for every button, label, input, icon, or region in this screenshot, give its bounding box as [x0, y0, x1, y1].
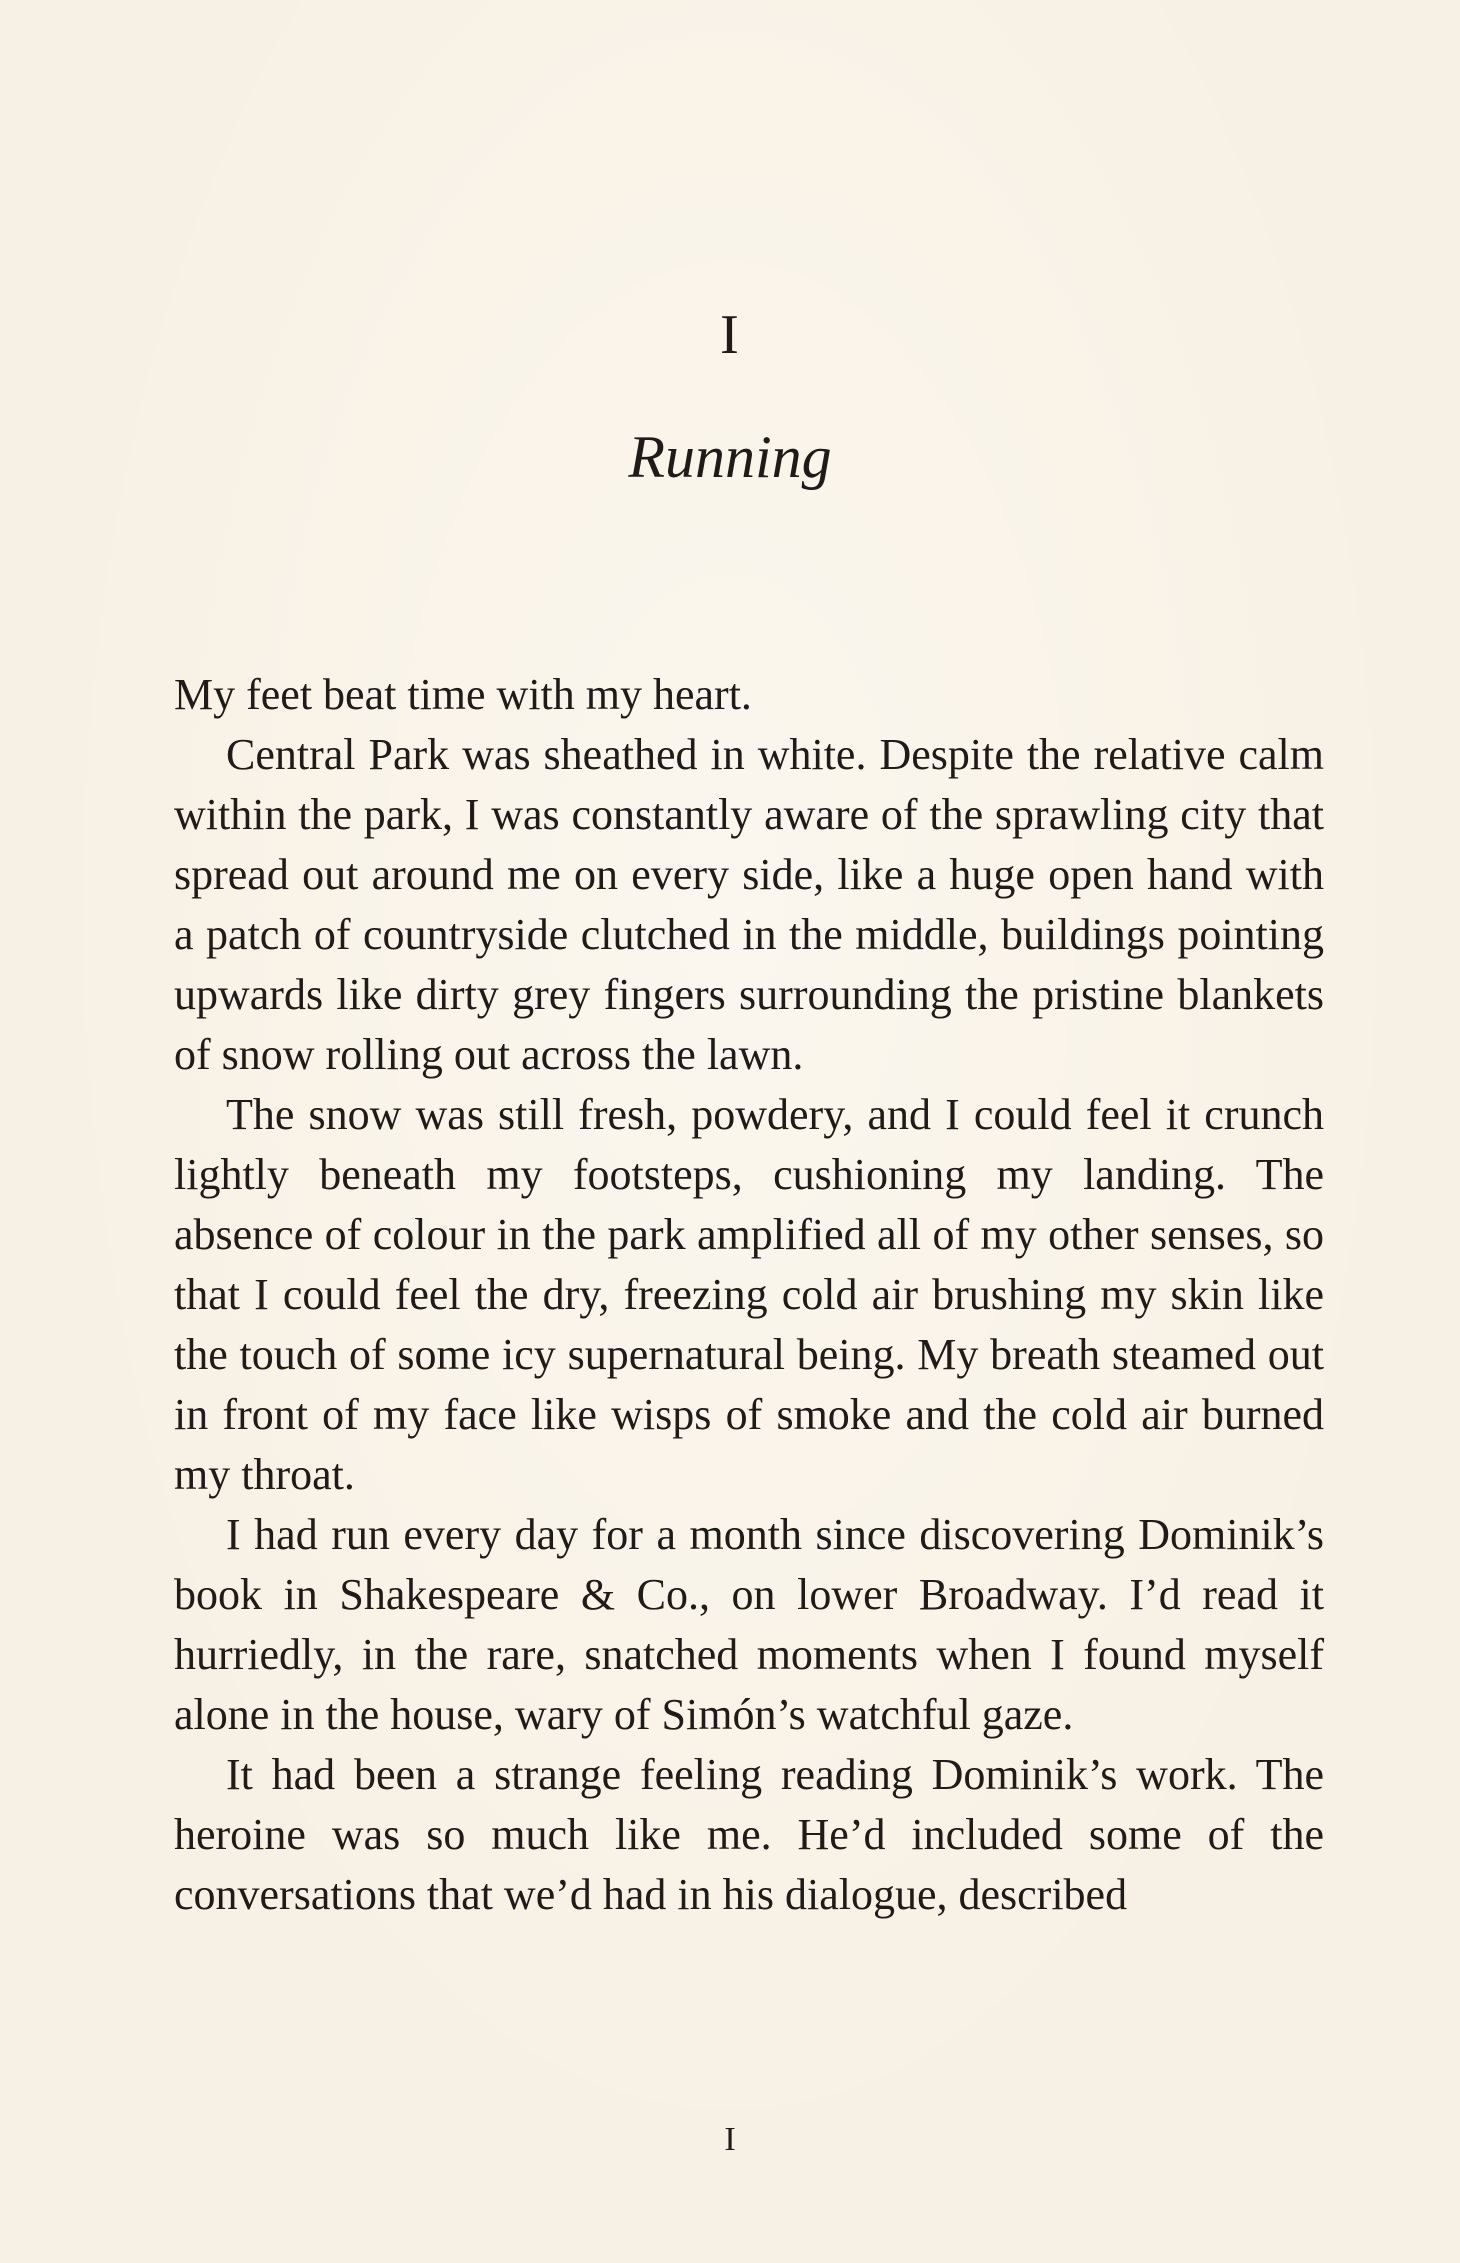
paragraph: The snow was still fresh, powdery, and I could feel it crunch lightly beneath my footsteps, cushioning my landing. The absence of colour in the park amplified all of my other senses, so that I could feel the dry, freezing cold air brushing my skin like the touch of some icy supernatural being. My breath steamed out in front of my face like wisps of smoke and the cold air burned my throat.	[174, 1090, 1324, 1499]
paragraph: It had been a strange feeling reading Dominik’s work. The heroine was so much like me. He’d included some of the conversations that we’d had in his dialogue, described	[174, 1750, 1324, 1919]
paragraph: My feet beat time with my heart.	[174, 670, 752, 719]
paragraph: I had run every day for a month since discovering Dominik’s book in Shakespeare & Co., on lower Broadway. I’d read it hurriedly, in the rare, snatched moments when I found myself alone in the house, wary of Simón’s watchful gaze.	[174, 1510, 1324, 1739]
chapter-title: Running	[628, 424, 832, 490]
page-number: I	[724, 2121, 736, 2158]
chapter-body	[174, 665, 1324, 1925]
chapter-number: I	[720, 304, 740, 366]
paragraph: Central Park was sheathed in white. Despite the relative calm within the park, I was constantly aware of the sprawling city that spread out around me on every side, like a huge open hand with a patch of countryside clutched in the middle, buildings pointing upwards like dirty grey fingers surrounding the pristine blankets of snow rolling out across the lawn.	[174, 730, 1324, 1079]
